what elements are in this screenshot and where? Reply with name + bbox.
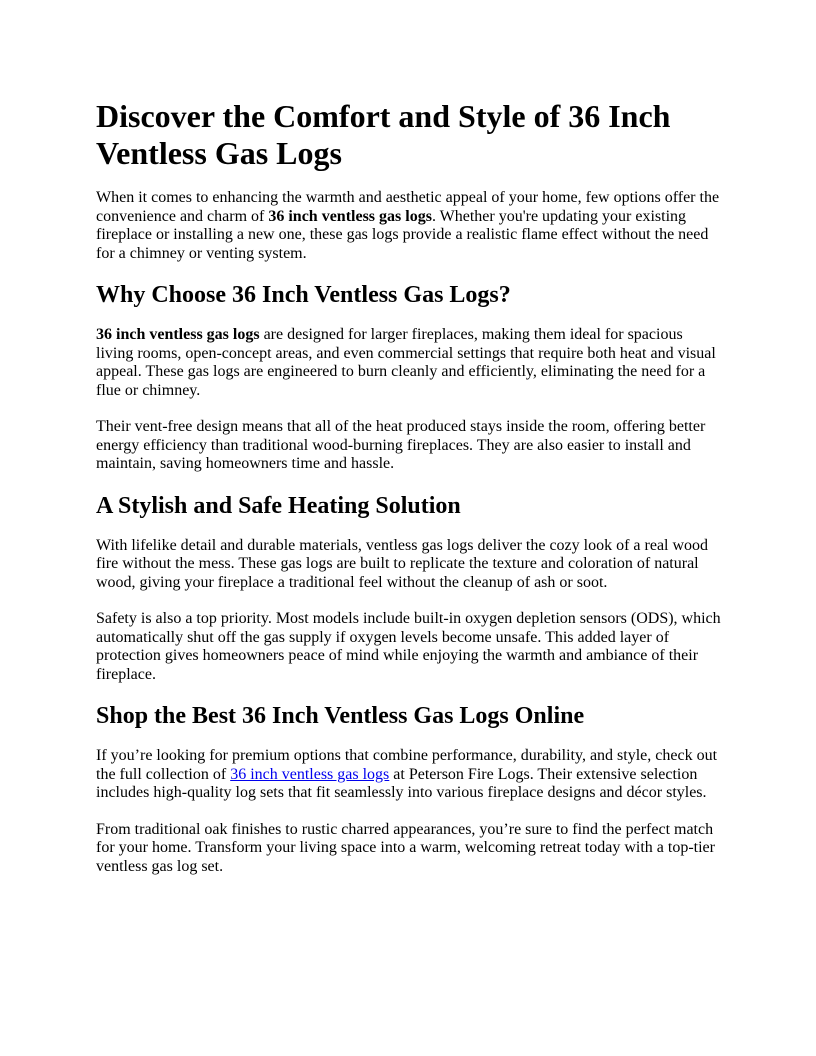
why-choose-bold-keyword: 36 inch ventless gas logs (96, 326, 260, 343)
why-choose-paragraph-2: Their vent-free design means that all of the heat produced stays inside the room, offering better energy efficiency than traditional wood-burning fireplaces. They are also easier to install and maintain, saving homeowners time and hassle. (96, 418, 706, 472)
shop-online-paragraph-2: From traditional oak finishes to rustic charred appearances, you’re sure to find the perfect match for your home. Transform your living space into a warm, welcoming retreat today with a top-tier ventless gas log set. (96, 820, 715, 875)
shop-online-text-1: If you’re looking for premium options that combine performance, durability, and style, check out the full collection of (96, 747, 718, 783)
stylish-safe-paragraph-2: Safety is also a top priority. Most models include built-in oxygen depletion sensors (ODS), which automatically shut off the gas supply if oxygen levels become unsafe. This added layer of protection gives homeowners peace of mind while enjoying the warmth and ambiance of their fireplace. (96, 610, 721, 683)
page-title: Discover the Comfort and Style of 36 Inch Ventless Gas Logs (96, 98, 671, 171)
ventless-gas-logs-link[interactable]: 36 inch ventless gas logs (230, 765, 390, 783)
shop-online-paragraph-1 (96, 747, 722, 803)
document-page (96, 98, 722, 894)
section-heading-shop-online: Shop the Best 36 Inch Ventless Gas Logs Online (96, 703, 585, 729)
intro-bold-keyword: 36 inch ventless gas logs (268, 207, 432, 225)
intro-paragraph (96, 189, 722, 263)
why-choose-text-1: are designed for larger fireplaces, making them ideal for spacious living rooms, open-concept areas, and even commercial settings that require both heat and visual appeal. These gas logs are engineered to burn cleanly and efficiently, eliminating the need for a flue or chimney. (96, 326, 716, 399)
intro-text-1: When it comes to enhancing the warmth and aesthetic appeal of your home, few options offer the convenience and charm of (96, 189, 720, 225)
why-choose-paragraph-1 (96, 326, 722, 400)
section-heading-why-choose: Why Choose 36 Inch Ventless Gas Logs? (96, 282, 511, 308)
stylish-safe-paragraph-1: With lifelike detail and durable materials, ventless gas logs deliver the cozy look of a real wood fire without the mess. These gas logs are built to replicate the texture and coloration of natural wood, giving your fireplace a traditional feel without the cleanup of ash or soot. (96, 536, 709, 591)
intro-text-2: . Whether you're updating your existing fireplace or installing a new one, these gas logs provide a realistic flame effect without the need for a chimney or venting system. (96, 207, 709, 262)
shop-online-text-2: at Peterson Fire Logs. Their extensive selection includes high-quality log sets that fit seamlessly into various fireplace designs and décor styles. (96, 765, 707, 801)
section-heading-stylish-safe: A Stylish and Safe Heating Solution (96, 492, 461, 519)
